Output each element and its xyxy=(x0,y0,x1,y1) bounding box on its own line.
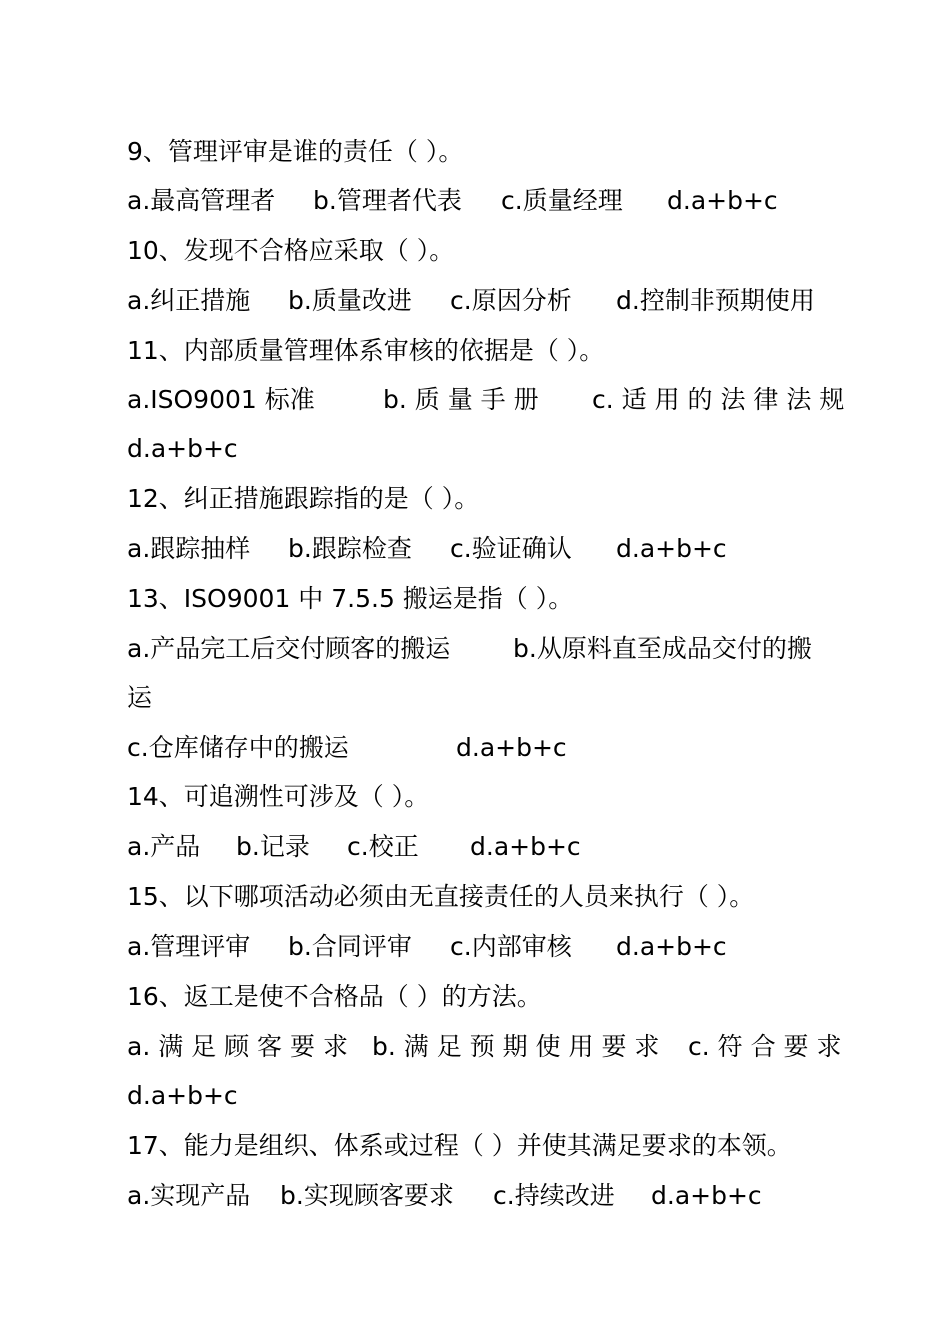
option-15a: a.管理评审 xyxy=(127,932,251,961)
option-17b: b.实现顾客要求 xyxy=(280,1181,454,1210)
option-13b: b.从原料直至成品交付的搬 xyxy=(513,634,812,663)
question-9: 9、管理评审是谁的责任（ ）。 xyxy=(127,137,464,166)
option-10b: b.质量改进 xyxy=(288,286,412,315)
question-14: 14、可追溯性可涉及（ ）。 xyxy=(127,782,430,811)
option-16c: c. 符 合 要 求 xyxy=(688,1032,842,1061)
option-16d: d.a+b+c xyxy=(127,1081,238,1110)
option-9c: c.质量经理 xyxy=(501,186,623,215)
question-13: 13、ISO9001 中 7.5.5 搬运是指（ ）。 xyxy=(127,584,574,613)
question-10: 10、发现不合格应采取（ ）。 xyxy=(127,236,455,265)
option-17d: d.a+b+c xyxy=(651,1181,762,1210)
option-11d: d.a+b+c xyxy=(127,434,238,463)
question-16: 16、返工是使不合格品（ ）的方法。 xyxy=(127,982,542,1011)
option-10c: c.原因分析 xyxy=(450,286,572,315)
option-11b: b. 质 量 手 册 xyxy=(383,385,539,414)
option-12a: a.跟踪抽样 xyxy=(127,534,251,563)
option-15d: d.a+b+c xyxy=(616,932,727,961)
option-13b-wrap: 运 xyxy=(127,683,153,712)
option-14b: b.记录 xyxy=(236,832,310,861)
option-12b: b.跟踪检查 xyxy=(288,534,412,563)
option-14a: a.产品 xyxy=(127,832,201,861)
option-13c: c.仓库储存中的搬运 xyxy=(127,733,349,762)
option-13d: d.a+b+c xyxy=(456,733,567,762)
option-9b: b.管理者代表 xyxy=(313,186,462,215)
option-9d: d.a+b+c xyxy=(667,186,778,215)
option-17a: a.实现产品 xyxy=(127,1181,251,1210)
question-17: 17、能力是组织、体系或过程（ ）并使其满足要求的本领。 xyxy=(127,1131,792,1160)
option-10d: d.控制非预期使用 xyxy=(616,286,815,315)
option-12c: c.验证确认 xyxy=(450,534,572,563)
option-11a: a.ISO9001 标准 xyxy=(127,385,315,414)
option-14c: c.校正 xyxy=(347,832,419,861)
question-15: 15、以下哪项活动必须由无直接责任的人员来执行（ ）。 xyxy=(127,882,755,911)
option-13a: a.产品完工后交付顾客的搬运 xyxy=(127,634,451,663)
option-14d: d.a+b+c xyxy=(470,832,581,861)
option-16a: a. 满 足 顾 客 要 求 xyxy=(127,1032,348,1061)
option-15c: c.内部审核 xyxy=(450,932,572,961)
option-12d: d.a+b+c xyxy=(616,534,727,563)
question-11: 11、内部质量管理体系审核的依据是（ ）。 xyxy=(127,336,605,365)
option-10a: a.纠正措施 xyxy=(127,286,251,315)
option-9a: a.最高管理者 xyxy=(127,186,276,215)
option-11c: c. 适 用 的 法 律 法 规 xyxy=(592,385,845,414)
question-12: 12、纠正措施跟踪指的是（ ）。 xyxy=(127,484,480,513)
option-15b: b.合同评审 xyxy=(288,932,412,961)
option-17c: c.持续改进 xyxy=(493,1181,615,1210)
option-16b: b. 满 足 预 期 使 用 要 求 xyxy=(372,1032,660,1061)
